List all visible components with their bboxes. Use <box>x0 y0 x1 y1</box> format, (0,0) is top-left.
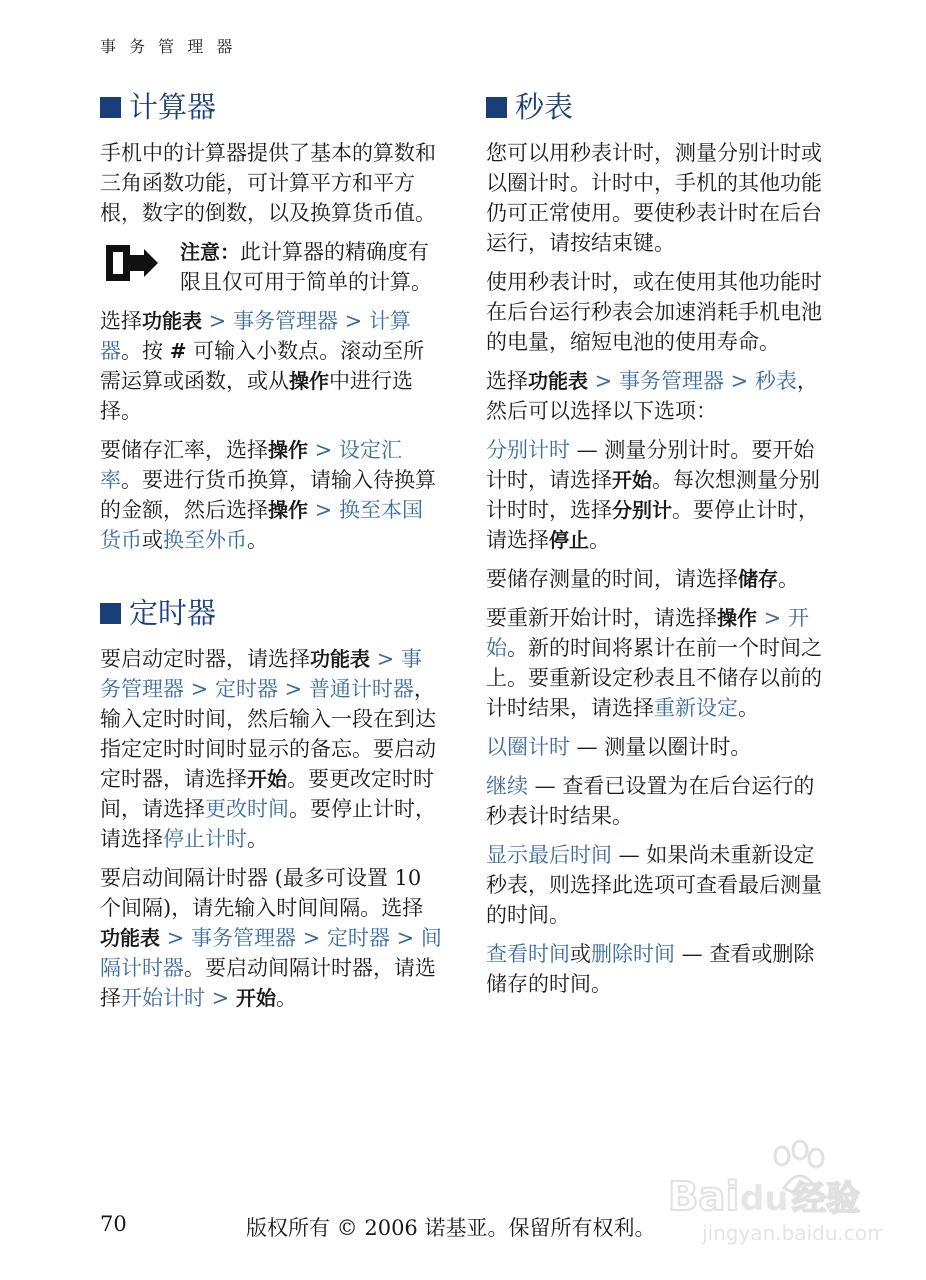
menu-link-stop-timer[interactable]: 停止计时 <box>163 827 247 851</box>
menu-link-reset[interactable]: 重新设定 <box>654 696 738 720</box>
menu-link-interval-timer[interactable]: 间隔计时器 <box>100 926 442 980</box>
option-show-last-time: 显示最后时间 — 如果尚未重新设定秒表，则选择此选项可查看最后测量的时间。 <box>486 843 822 927</box>
page-number: 70 <box>100 1212 127 1236</box>
svg-text:Bai: Bai <box>668 1174 740 1220</box>
section-title-calculator: 计算器 <box>100 88 442 126</box>
svg-text:jingyan.baidu.com: jingyan.baidu.com <box>702 1221 882 1245</box>
menu-link-business-manager[interactable]: 事务管理器 <box>618 369 724 393</box>
menu-link-start[interactable]: 开始 <box>486 606 809 660</box>
option-link-lap-timing[interactable]: 以圈计时 <box>486 735 570 759</box>
menu-link-to-home-currency[interactable]: 换至本国货币 <box>100 498 423 552</box>
menu-link-business-manager[interactable]: 事务管理器 <box>190 926 296 950</box>
stopwatch-battery-note: 使用秒表计时，或在使用其他功能时在后台运行秒表会加速消耗手机电池的电量，缩短电池的使用寿命。 <box>486 270 822 354</box>
left-column <box>100 88 442 1022</box>
section-bullet-icon <box>100 97 121 118</box>
menu-link-start-timer[interactable]: 开始计时 <box>121 986 205 1010</box>
option-link-show-last-time[interactable]: 显示最后时间 <box>486 843 612 867</box>
option-continue: 继续 — 查看已设置为在后台运行的秒表计时结果。 <box>486 774 815 828</box>
running-header: 事 务 管 理 器 <box>100 37 237 56</box>
stopwatch-menu-path: 选择功能表 > 事务管理器 > 秒表，然后可以选择以下选项： <box>486 369 818 423</box>
option-split-timing: 分别计时 — 测量分别计时。要开始计时，请选择开始。每次想测量分别计时时，选择分别计。要停止计时，请选择停止。 <box>486 438 820 552</box>
exchange-rate-instructions: 要储存汇率，选择操作 > 设定汇率。要进行货币换算，请输入待换算的金额，然后选择操作 > 换至本国货币或换至外币。 <box>100 438 436 552</box>
section-title-stopwatch: 秒表 <box>486 88 828 126</box>
option-link-continue[interactable]: 继续 <box>486 774 528 798</box>
svg-text:du: du <box>740 1179 789 1219</box>
right-column <box>486 88 828 1008</box>
option-view-delete-times: 查看时间或删除时间 — 查看或删除储存的时间。 <box>486 942 815 996</box>
interval-timer-instructions: 要启动间隔计时器 (最多可设置 10 个间隔)，请先输入时间间隔。选择功能表 > 事务管理器 > 定时器 > 间隔计时器。要启动间隔计时器，请选择开始计时 > 开始。 <box>100 866 442 1010</box>
section-title-timer: 定时器 <box>100 594 442 632</box>
note-text: 注意：此计算器的精确度有限且仅可用于简单的计算。 <box>180 240 432 294</box>
copyright-notice: 版权所有 © 2006 诺基亚。保留所有权利。 <box>246 1216 656 1240</box>
note-hand-icon <box>100 237 180 297</box>
menu-link-change-time[interactable]: 更改时间 <box>205 797 289 821</box>
restart-instructions: 要重新开始计时，请选择操作 > 开始。新的时间将累计在前一个时间之上。要重新设定秒表且不储存以前的计时结果，请选择重新设定。 <box>486 606 822 720</box>
timer-instructions: 要启动定时器，请选择功能表 > 事务管理器 > 定时器 > 普通计时器，输入定时时间，然后输入一段在到达指定定时时间时显示的备忘。要启动定时器，请选择开始。要更改定时时间，请选择更改时间。要停止计时，请选择停止计时。 <box>100 647 436 851</box>
note-block <box>100 237 442 297</box>
menu-link-set-rate[interactable]: 设定汇率 <box>100 438 402 492</box>
stopwatch-intro: 您可以用秒表计时，测量分别计时或以圈计时。计时中，手机的其他功能仍可正常使用。要使秒表计时在后台运行，请按结束键。 <box>486 141 822 255</box>
option-link-split-timing[interactable]: 分别计时 <box>486 438 570 462</box>
menu-link-business-manager[interactable]: 事务管理器 <box>100 647 422 701</box>
baidu-watermark-logo <box>662 1136 882 1256</box>
option-lap-timing: 以圈计时 — 测量以圈计时。 <box>486 735 752 759</box>
option-link-delete-times[interactable]: 删除时间 <box>591 942 675 966</box>
svg-text:经验: 经验 <box>792 1179 860 1219</box>
menu-link-business-manager[interactable]: 事务管理器 <box>232 309 338 333</box>
menu-link-calculator[interactable]: 计算器 <box>100 309 411 363</box>
menu-link-stopwatch[interactable]: 秒表 <box>754 369 797 393</box>
menu-link-timer[interactable]: 定时器 <box>326 926 390 950</box>
section-bullet-icon <box>486 97 507 118</box>
calculator-intro: 手机中的计算器提供了基本的算数和三角函数功能，可计算平方和平方根，数字的倒数，以及换算货币值。 <box>100 141 436 225</box>
menu-link-timer[interactable]: 定时器 <box>214 677 278 701</box>
menu-link-to-foreign-currency[interactable]: 换至外币 <box>163 528 247 552</box>
menu-link-normal-timer[interactable]: 普通计时器 <box>308 677 414 701</box>
option-link-view-times[interactable]: 查看时间 <box>486 942 570 966</box>
save-instructions: 要储存测量的时间，请选择储存。 <box>486 567 799 591</box>
section-bullet-icon <box>100 603 121 624</box>
calculator-instructions: 选择功能表 > 事务管理器 > 计算器。按 # 可输入小数点。滚动至所需运算或函数，或从操作中进行选择。 <box>100 309 425 423</box>
